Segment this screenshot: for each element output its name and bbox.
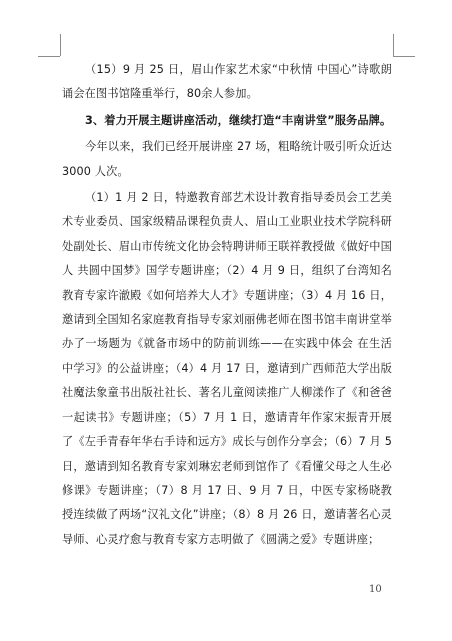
paragraph-lecture-summary: 今年以来，我们已经开展讲座 27 场，粗略统计吸引听众近达 3000 人次。 [62, 140, 392, 178]
crop-mark-top-right-horizontal [393, 56, 415, 57]
paragraph-event-15: （15）9 月 25 日，眉山作家艺术家“中秋情 中国心”诗歌朗诵会在图书馆隆重举行，80余人参加。 [62, 63, 392, 101]
page-number: 10 [369, 584, 382, 595]
crop-mark-top-left-vertical [60, 34, 61, 56]
paragraph-lecture-list: （1）1 月 2 日，特邀教育部艺术设计教育指导委员会工艺美术专业委员、国家级精品课程负责人、眉山工业职业技术学院科研处副处长、眉山市传统文化协会特聘讲师王联祥教授做《做好中国人 共圆中国梦》国学专题讲座；（2）4 月 9 日，组织了台湾知名教育专家许澈殿《如何培养大人才》专题讲座；（3）4 月 16 日，邀请到全国知名家庭教育指导专家刘丽佛老师在图书馆丰南讲堂举办了一场题为《就备市场中的防前训练——在实践中体会 在生活中学习》的公益讲座；（4）4 月 17 日，邀请到广西师范大学出版社魔法象童书出版社社长、著名儿童阅读推广人柳漾作了《和爸爸一起读书》专题讲座；（5）7 月 1 日，邀请青年作家宋振青开展了《左手青春年华右手诗和远方》成长与创作分享会；（6）7 月 5 日，邀请到知名教育专家刘琳宏老师到馆作了《看懂父母之人生必修课》专题讲座；（7）8 月 17 日、9 月 7 日，中医专家杨晓教授连续做了两场“汉礼文化”讲座；（8）8 月 26 日，邀请著名心灵导师、心灵疗愈与教育专家方志明做了《圆满之爱》专题讲座； [62, 191, 392, 546]
crop-mark-top-left-horizontal [38, 56, 60, 57]
crop-mark-top-right-vertical [393, 34, 394, 56]
section-heading-lectures: 3、着力开展主题讲座活动，继续打造“丰南讲堂”服务品牌。 [85, 113, 392, 127]
document-page [62, 58, 392, 552]
